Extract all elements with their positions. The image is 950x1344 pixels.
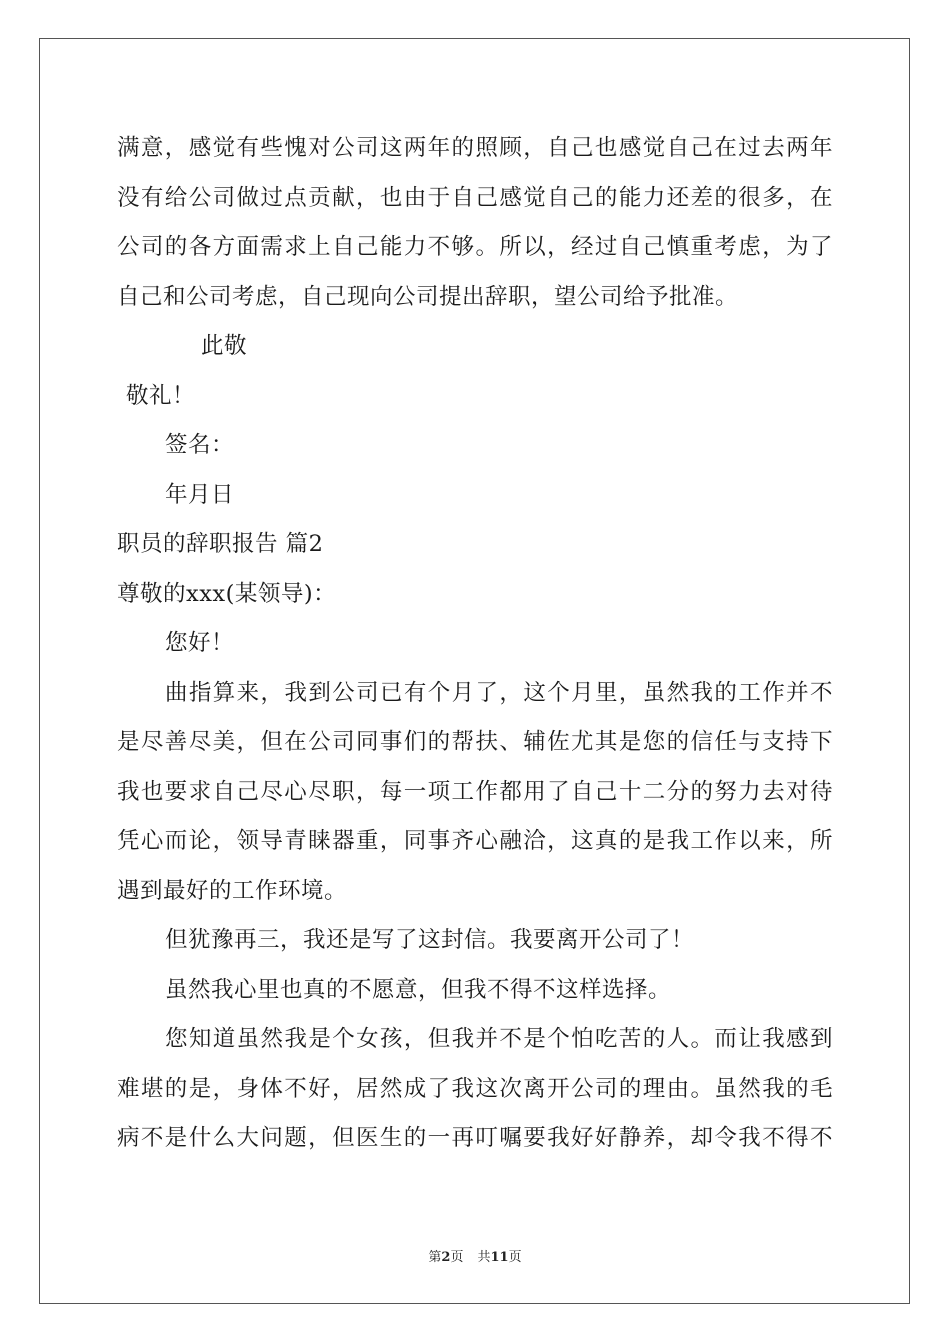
document-body <box>117 124 833 1164</box>
footer-page-suffix: 页 <box>450 1250 464 1265</box>
paragraph-line: 您知道虽然我是个女孩，但我并不是个怕吃苦的人。而让我感到 <box>165 1026 833 1052</box>
paragraph-line: 凭心而论，领导青睐器重，同事齐心融洽，这真的是我工作以来，所 <box>117 828 833 854</box>
closing-regards: 敬礼！ <box>126 382 196 409</box>
greeting: 您好！ <box>165 630 235 656</box>
date-label: 年月日 <box>165 481 235 508</box>
page-footer <box>0 1246 950 1265</box>
paragraph-line: 公司的各方面需求上自己能力不够。所以，经过自己慎重考虑，为了 <box>117 234 833 260</box>
paragraph-line: 虽然我心里也真的不愿意，但我不得不这样选择。 <box>165 976 672 1003</box>
paragraph-line: 满意，感觉有些愧对公司这两年的照顾，自己也感觉自己在过去两年 <box>117 135 833 161</box>
paragraph-line: 是尽善尽美，但在公司同事们的帮扶、辅佐尤其是您的信任与支持下 <box>117 729 833 755</box>
paragraph-line: 自己和公司考虑，自己现向公司提出辞职，望公司给予批准。 <box>117 283 739 310</box>
letter-addressee: 尊敬的xxx(某领导)： <box>117 580 337 607</box>
paragraph-line: 但犹豫再三，我还是写了这封信。我要离开公司了！ <box>165 927 695 953</box>
footer-page-number: 2 <box>441 1250 451 1265</box>
paragraph-line: 没有给公司做过点贡献，也由于自己感觉自己的能力还差的很多，在 <box>117 184 833 211</box>
paragraph-line: 曲指算来，我到公司已有个月了，这个月里，虽然我的工作并不 <box>165 679 833 706</box>
closing-salutation: 此敬 <box>201 333 248 359</box>
paragraph-line: 我也要求自己尽心尽职，每一项工作都用了自己十二分的努力去对待 <box>117 778 833 805</box>
section-heading: 职员的辞职报告 篇2 <box>117 531 324 557</box>
paragraph-line: 遇到最好的工作环境。 <box>117 877 348 904</box>
paragraph-line: 病不是什么大问题，但医生的一再叮嘱要我好好静养，却令我不得不 <box>117 1125 833 1151</box>
footer-prefix: 第 <box>428 1250 442 1265</box>
footer-total-pages: 11 <box>490 1250 509 1265</box>
footer-total-prefix: 共 <box>477 1250 491 1265</box>
paragraph-line: 难堪的是，身体不好，居然成了我这次离开公司的理由。虽然我的毛 <box>117 1075 833 1102</box>
footer-total-suffix: 页 <box>508 1250 522 1265</box>
signature-label: 签名： <box>165 432 235 458</box>
